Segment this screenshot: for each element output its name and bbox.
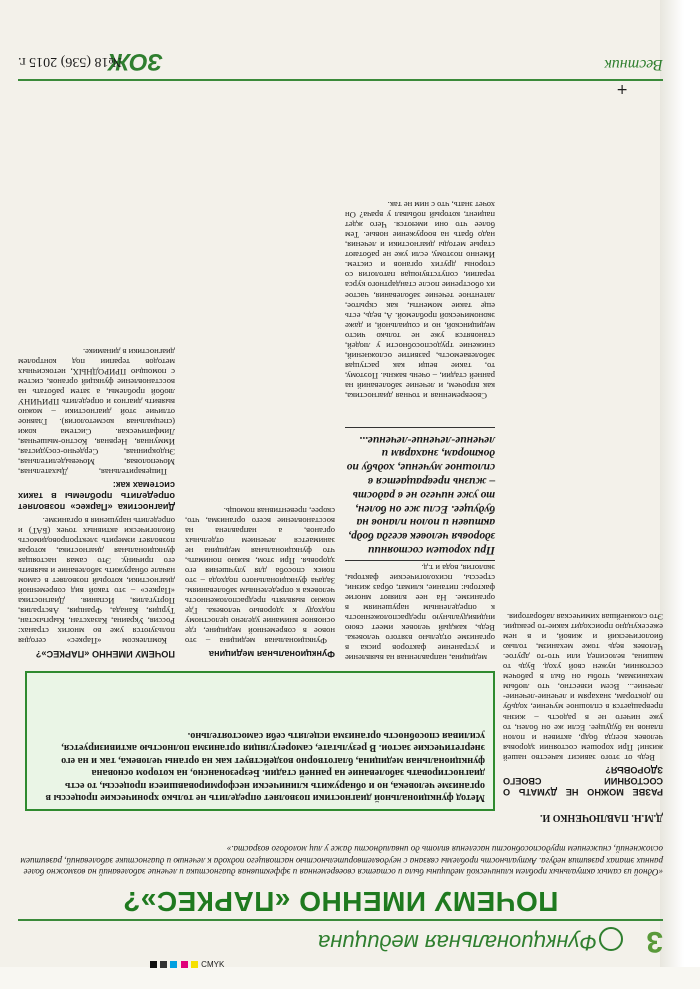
article-lead: «Одной из самых актуальных проблем клинической медицины была и остается своевременная и эффективная диагностика и лечение заболеваний на возможно более ранних этапах развития недуга. Актуальность проблемы связана с неудовлетворительностью настоящего подхода к лечению и диагностике заболеваний, развитием осложнений, снижением трудоспособности населения вплоть до инвалидности даже у лиц молодого возраста.»: [20, 844, 663, 877]
section-title: Функциональная медицина: [318, 930, 597, 955]
article-title: ПОЧЕМУ ИМЕННО «ПАРКЕС»?: [122, 886, 559, 917]
newspaper-page: [18, 46, 663, 961]
article-author: Д.М.Н. ПАВЛЮЧЕНКО И.: [539, 812, 663, 823]
swatch-black-icon: [160, 961, 167, 968]
column-1-heading: РАЗВЕ МОЖНО НЕ ДУМАТЬ О СОСТОЯНИИ СВОЕГО ЗДОРОВЬЯ?: [503, 765, 663, 797]
column-3-heading: Функциональная медицина: [208, 649, 335, 659]
cmyk-bar: [150, 960, 224, 969]
newspaper-name: Вестник: [604, 56, 663, 73]
column-2: [345, 560, 495, 663]
pull-quote: При хорошем состоянии здоровья человек всегда бодр, активен и полон планов на будущее. Если же он болен, то уже ничего не в радость – жизнь превращается в сплошное мучение, ходьбу по докторам, знахарям и лечение-лечение-лечение...: [345, 427, 495, 561]
highlight-box: Метод функциональной диагностики позволяет определить не только хронические процессы в организме человека, но и обнаружить клинически несформировавшиеся процессы, то есть диагностировать заболевание на ранней стадии. Безрезонансно, на котором основана функциональная медицина, благотворно воздействует как на органы человека, так и на его энергетические застои. В результате, саморегуляция организма полностью активизируется, усиливая способность организма исцелять себя самостоятельно.: [25, 671, 495, 811]
column-1-text: Ведь от этого зависит качество нашей жизни! При хорошем состоянии здоровья человек всегда бодр, активен и полон планов на будущее. Если же он болен, то уже ничего не в радость – жизнь превращается в сплошное мучение, ходьбу по докторам, знахарям и лечение-лечение-лечение... Всем известно, что любым механизмам, чтобы он был в рабочем состоянии, нужен свой уход. Будь то машина, велосипед или что-то другое. Человек ведь тоже механизм, только биологический и живой, и в нем ежесекундно происходит какие-то реакции. Это сложнейшая химическая лаборатория.: [503, 612, 663, 763]
column-1: [503, 609, 663, 801]
column-3: [185, 503, 335, 663]
column-2-text: медицина, направленная на выявление и устранение факторов риска в организме отдельно взятого человека. Ведь, каждый человек имеет свою индивидуальную предрасположенность к определенным нарушениям в организме. На нее влияют многие факторы: питание, климат, образ жизни, стрессы, психологические факторы, экология, вода и т.д.: [345, 562, 495, 663]
column-3-text: Функциональная медицина – это новое в современной медицине, где основное внимание уделено целостному подходу к здоровью человека. Где можно выявлять предрасположенность человека к определенным заболеваниям. Задача функционального подхода – это поиск способа для улучшения его здоровья. При этом, важно понимать, что функциональная медицина не занимается лечением отдельных органов, а направлена на восстановление всего организма, что, скорее, превентивная помощь.: [185, 505, 335, 647]
registration-cross-icon: +: [616, 82, 628, 98]
column-4-heading: ПОЧЕМУ ИМЕННО «ПАРКЕС»?: [35, 649, 175, 659]
paper-margin: [0, 967, 700, 989]
page-header: [18, 919, 663, 961]
cmyk-label: CMYK: [201, 960, 225, 969]
column-2b-text: Своевременная и точная диагностика, как впрочем, и лечение заболеваний на ранней стадии, – очень важны. Поэтому, то, такие вещи как растущая заболеваемость, развитие осложнений, снижение трудоспособности у людей, становятся уже не только чисто медицинской, но и социальной, и даже экономической проблемой. А, ведь, есть еще такие моменты, как скрытое, латентное течение заболевания, частое их обострение после стандартного курса терапии, сопутствующая патология со стороны других органов и систем. Именно поэтому, если уже не работают старые методы диагностики и лечения, надо брать на вооружение новые. Тем более что они имеются. Чего ждет пациент, который побывал у врача? Он хочет знать, что с ним не так.: [345, 200, 495, 401]
column-2b: [345, 197, 495, 401]
column-4: [18, 344, 175, 663]
newspaper-brand: ЗОЖ: [108, 48, 163, 75]
swatch-black-icon: [150, 961, 157, 968]
issue-number: №18 (536) 2015 г.: [18, 54, 122, 69]
page-number: 3: [646, 925, 663, 958]
column-4-text-2: Пищеварительная, Дыхательная, Мочеполовая, Мочевыделительная, Эндокринная, Сердечно-сосудистая, Иммунная, Нервная, Костно-мышечная, Лимфатическая. Система кожи (специальная косметология). Главное отличие этой диагностики – можно выявить диагноз и определить ПРИЧИНУ любой проблемы, а затем работать на восстановление функций органов, систем с помощью ПРИРОДНЫХ, нетоксичных методов терапии под контролем диагностики в динамике.: [18, 346, 175, 478]
column-4-heading-2: Диагностика «Паркес» позволяет определить проблемы в таких системах как:: [18, 480, 175, 512]
swatch-cyan-icon: [170, 961, 177, 968]
paper-edge: [660, 0, 700, 989]
column-4-text: Комплексом «Паркес» сегодня пользуются уже во многих странах: Россия, Украина, Казахстан, Кыргызстан, Турция, Канада, Франция, Австралия, Португалия, Испания. Диагностика «Паркес» – это такой вид современной диагностики, который позволяет в самом начале обнаружить заболевание и выявить его причину. Это самая настоящая функциональная диагностика, которая позволяет измерить электропроводимость биологически активных точек (БАТ) и определить нарушения в организме.: [18, 515, 175, 647]
swatch-yellow-icon: [191, 961, 198, 968]
page-footer: [18, 45, 663, 81]
swatch-magenta-icon: [181, 961, 188, 968]
section-logo-icon: [599, 927, 623, 951]
